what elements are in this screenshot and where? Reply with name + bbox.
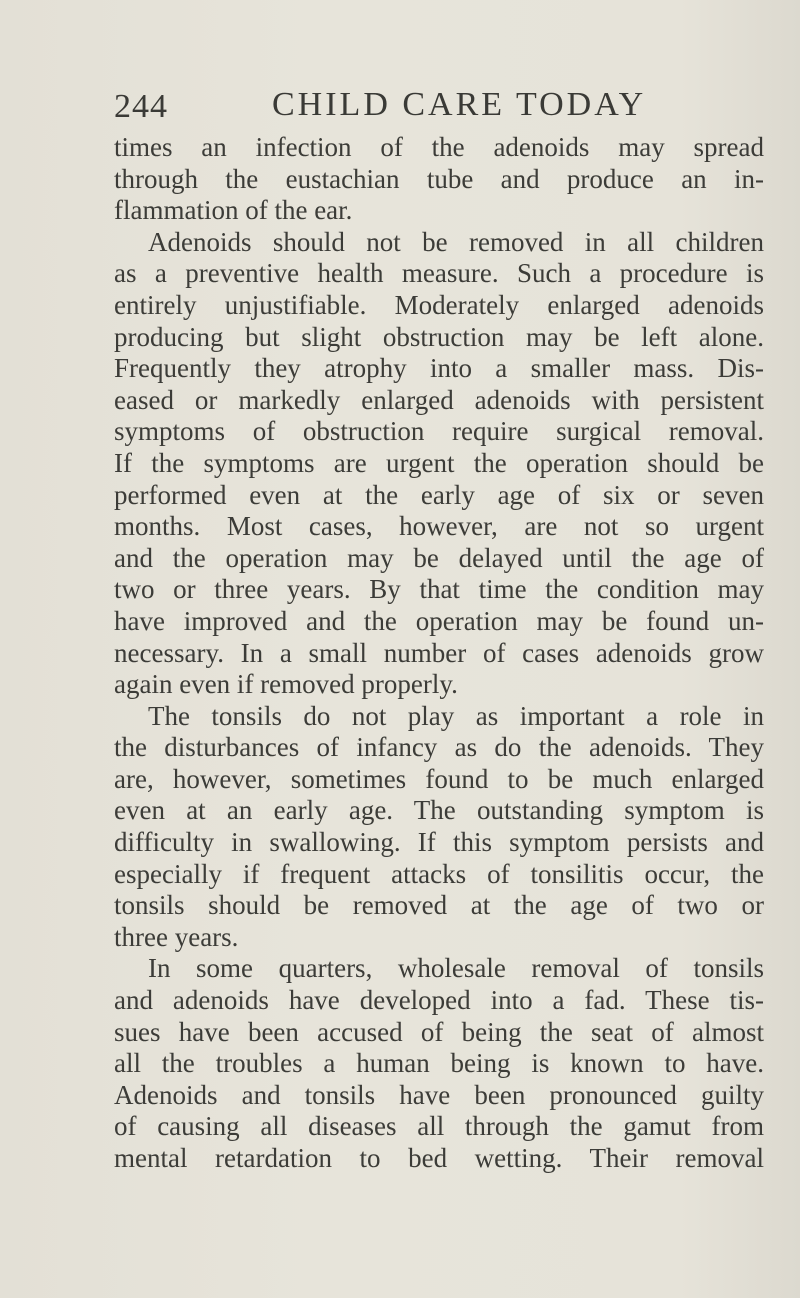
text-line: three years. <box>114 921 239 952</box>
text-line: difficulty in swallowing. If this symptom persists and <box>114 827 764 858</box>
text-line: the disturbances of infancy as do the adenoids. They <box>114 732 764 763</box>
text-line: two or three years. By that time the condition may <box>114 574 764 605</box>
text-line: mental retardation to bed wetting. Their removal <box>114 1143 764 1173</box>
text-line: especially if frequent attacks of tonsilitis occur, the <box>114 858 764 889</box>
text-line: sues have been accused of being the seat of almost <box>114 1016 764 1047</box>
page-header <box>114 86 674 126</box>
text-line: as a preventive health measure. Such a procedure is <box>114 258 764 289</box>
text-line: necessary. In a small number of cases adenoids grow <box>114 637 764 668</box>
text-line: If the symptoms are urgent the operation should be <box>114 447 764 478</box>
text-line: are, however, sometimes found to be much enlarged <box>114 763 764 794</box>
text-line: tonsils should be removed at the age of two or <box>114 890 764 921</box>
text-line: symptoms of obstruction require surgical removal. <box>114 416 764 447</box>
text-line: through the eustachian tube and produce an in- <box>114 163 764 194</box>
text-line: eased or markedly enlarged adenoids with persistent <box>114 384 764 415</box>
text-line: again even if removed properly. <box>114 669 458 700</box>
text-line: and the operation may be delayed until the age of <box>114 542 764 573</box>
text-line: even at an early age. The outstanding symptom is <box>114 795 764 826</box>
body-text <box>114 132 764 1175</box>
text-line: months. Most cases, however, are not so urgent <box>114 511 764 542</box>
text-line: and adenoids have developed into a fad. These tis- <box>114 985 764 1016</box>
text-line: Frequently they atrophy into a smaller mass. Dis- <box>114 353 764 384</box>
text-line: have improved and the operation may be found un- <box>114 605 764 636</box>
text-line: entirely unjustifiable. Moderately enlarged adenoids <box>114 289 764 320</box>
text-line: of causing all diseases all through the gamut from <box>114 1111 764 1142</box>
paragraph-start-line: The tonsils do not play as important a role in <box>148 700 764 731</box>
text-line: performed even at the early age of six or seven <box>114 479 764 510</box>
text-line: Adenoids and tonsils have been pronounced guilty <box>114 1079 764 1110</box>
text-line: times an infection of the adenoids may spread <box>114 132 764 162</box>
text-line: producing but slight obstruction may be left alone. <box>114 321 764 352</box>
text-line: all the troubles a human being is known to have. <box>114 1048 764 1079</box>
paragraph-start-line: In some quarters, wholesale removal of tonsils <box>148 953 764 984</box>
running-head: CHILD CARE TODAY <box>272 86 647 123</box>
paragraph-start-line: Adenoids should not be removed in all children <box>148 226 764 257</box>
text-line: flammation of the ear. <box>114 195 353 226</box>
page-number: 244 <box>114 88 168 125</box>
